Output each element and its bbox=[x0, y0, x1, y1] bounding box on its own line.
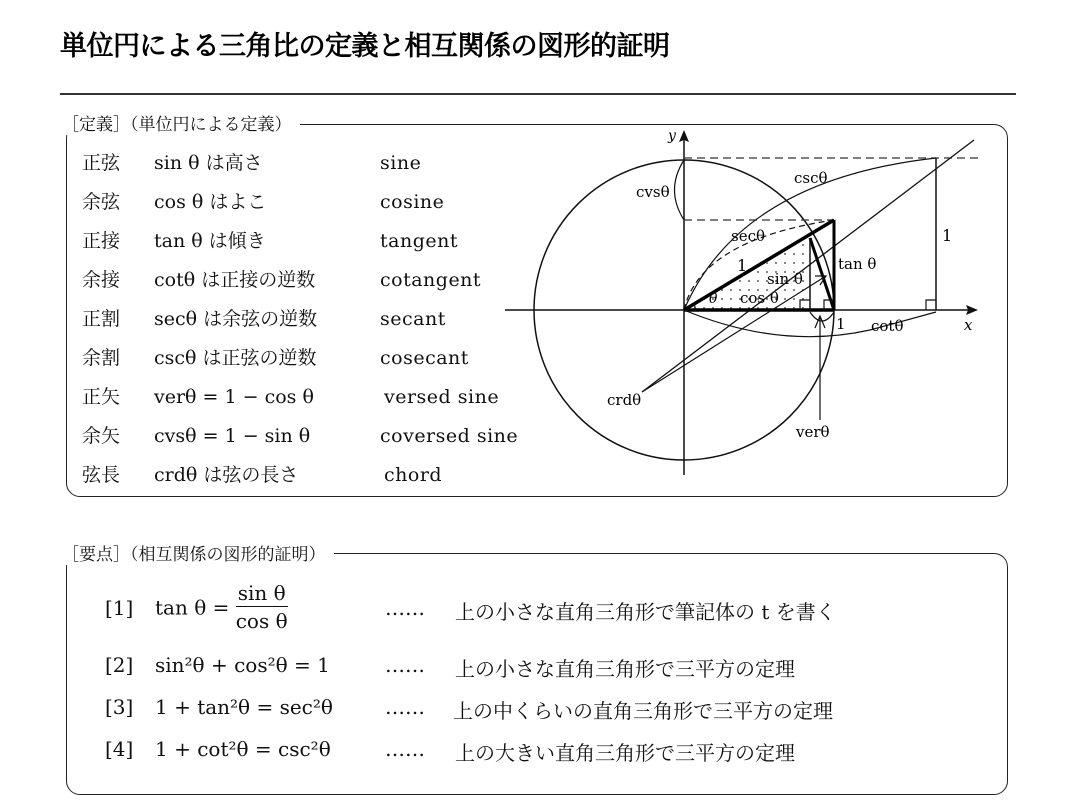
definition-formula: cos θ はよこ bbox=[154, 191, 267, 213]
definition-formula: cvsθ = 1 − sin θ bbox=[154, 425, 311, 447]
point-formula: 1 + tan²θ = sec²θ bbox=[155, 695, 333, 719]
point-number: [4] bbox=[105, 737, 134, 761]
definition-formula: tan θ は傾き bbox=[154, 230, 266, 252]
fraction-numerator: sin θ bbox=[237, 581, 286, 605]
definition-kanji: 余接 bbox=[82, 269, 121, 291]
definition-formula: cscθ は正弦の逆数 bbox=[154, 347, 317, 369]
definition-kanji: 余矢 bbox=[82, 425, 121, 447]
label-right-one: 1 bbox=[942, 226, 953, 245]
point-dots: …… bbox=[385, 596, 425, 620]
label-csc: cscθ bbox=[794, 169, 828, 187]
definitions-legend: ［定義］（単位円による定義） bbox=[62, 110, 300, 135]
label-theta: θ bbox=[709, 291, 718, 307]
point-dots: …… bbox=[385, 695, 425, 719]
point-formula bbox=[155, 580, 288, 635]
definition-english: secant bbox=[380, 308, 446, 330]
point-number: [1] bbox=[105, 596, 134, 620]
definition-kanji: 余弦 bbox=[82, 191, 121, 213]
point-description: 上の小さな直角三角形で筆記体の t を書く bbox=[455, 600, 836, 624]
definition-formula: verθ = 1 − cos θ bbox=[154, 386, 314, 408]
definition-formula: crdθ は弦の長さ bbox=[154, 464, 299, 486]
right-angle-marker bbox=[926, 300, 936, 310]
label-tan: tan θ bbox=[838, 255, 877, 273]
label-cvs: cvsθ bbox=[636, 183, 670, 201]
label-cot: cotθ bbox=[871, 317, 904, 335]
label-crd: crdθ bbox=[607, 391, 642, 409]
definition-english: sine bbox=[380, 152, 422, 174]
definition-kanji: 正接 bbox=[82, 230, 121, 252]
definition-kanji: 正矢 bbox=[82, 386, 121, 408]
point-number: [3] bbox=[105, 695, 134, 719]
label-axis-one: 1 bbox=[836, 315, 846, 333]
definition-english: versed sine bbox=[384, 386, 500, 408]
definition-english: tangent bbox=[380, 230, 458, 252]
definition-kanji: 弦長 bbox=[82, 464, 121, 486]
label-cos: cos θ bbox=[740, 289, 779, 307]
definition-kanji: 正弦 bbox=[82, 152, 121, 174]
point-dots: …… bbox=[385, 653, 425, 677]
label-radius-one: 1 bbox=[737, 256, 748, 275]
label-sin: sin θ bbox=[767, 270, 803, 288]
y-axis-label: y bbox=[668, 128, 676, 144]
point-dots: …… bbox=[385, 737, 425, 761]
points-legend: ［要点］（相互関係の図形的証明） bbox=[62, 540, 334, 565]
point-formula: 1 + cot²θ = csc²θ bbox=[155, 737, 331, 761]
label-sec: secθ bbox=[731, 227, 766, 245]
fraction bbox=[236, 580, 288, 635]
label-ver: verθ bbox=[796, 423, 830, 441]
point-description: 上の大きい直角三角形で三平方の定理 bbox=[455, 741, 795, 765]
definition-english: cosecant bbox=[380, 347, 469, 369]
definition-formula: secθ は余弦の逆数 bbox=[154, 308, 318, 330]
x-axis-label: x bbox=[964, 316, 973, 334]
point-formula: sin²θ + cos²θ = 1 bbox=[155, 653, 330, 677]
page-title: 単位円による三角比の定義と相互関係の図形的証明 bbox=[60, 31, 670, 62]
definition-formula: cotθ は正接の逆数 bbox=[154, 269, 316, 291]
definition-english: cotangent bbox=[380, 269, 482, 291]
definition-english: chord bbox=[384, 464, 443, 486]
point-description: 上の中くらいの直角三角形で三平方の定理 bbox=[453, 699, 833, 723]
point-description: 上の小さな直角三角形で三平方の定理 bbox=[455, 657, 795, 681]
formula-lhs: tan θ = bbox=[155, 595, 230, 620]
definition-english: cosine bbox=[380, 191, 445, 213]
definition-kanji: 正割 bbox=[82, 308, 121, 330]
fraction-denominator: cos θ bbox=[235, 609, 288, 633]
definition-formula: sin θ は高さ bbox=[154, 152, 263, 174]
point-number: [2] bbox=[105, 653, 134, 677]
definition-english: coversed sine bbox=[380, 425, 519, 447]
definition-kanji: 余割 bbox=[82, 347, 121, 369]
cvs-brace bbox=[675, 160, 685, 220]
